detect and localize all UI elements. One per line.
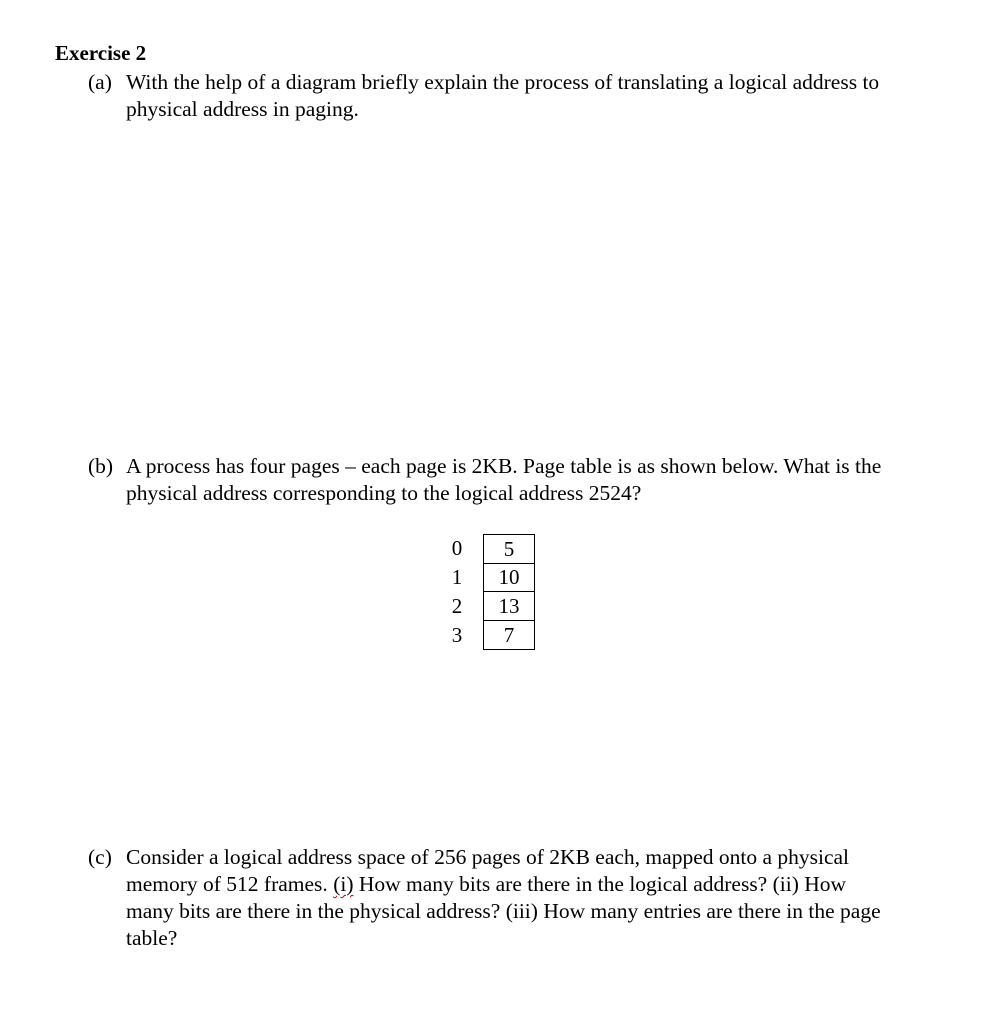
exercise-title: Exercise 2 [55, 41, 147, 65]
page-table [440, 534, 535, 650]
question-c-text [126, 844, 888, 952]
page-number: 0 [451, 536, 463, 560]
page-table-row [440, 621, 535, 650]
question-b-text: A process has four pages – each page is 2KB. Page table is as shown below. What is the physical address corresponding to the logical address 2524? [126, 454, 882, 505]
page-table-row [440, 563, 535, 592]
page-table-row [440, 592, 535, 621]
page-number: 1 [451, 565, 463, 589]
spellcheck-flagged-text: (i) [333, 872, 354, 896]
question-b-label: (b) [88, 454, 114, 478]
question-a [88, 69, 888, 123]
frame-number: 10 [483, 563, 535, 592]
question-c [88, 844, 888, 952]
question-c-text-part2: How many bits are there in the logical address? (ii) How many bits are there in the physical address? (iii) How many entries are there in the page table? [126, 872, 881, 950]
question-b [88, 453, 928, 507]
frame-number: 7 [483, 621, 535, 650]
frame-number: 5 [483, 534, 535, 564]
question-a-label: (a) [88, 70, 112, 94]
question-c-text-part1: Consider a logical address space of 256 pages of 2KB each, mapped onto a physical memory of 512 frames. [126, 845, 850, 896]
question-c-label: (c) [88, 845, 112, 869]
frame-number: 13 [483, 592, 535, 621]
page-table-row [440, 534, 535, 563]
page-number: 2 [451, 594, 463, 618]
question-a-text: With the help of a diagram briefly explain the process of translating a logical address to physical address in paging. [126, 70, 880, 121]
page-number: 3 [451, 623, 463, 647]
